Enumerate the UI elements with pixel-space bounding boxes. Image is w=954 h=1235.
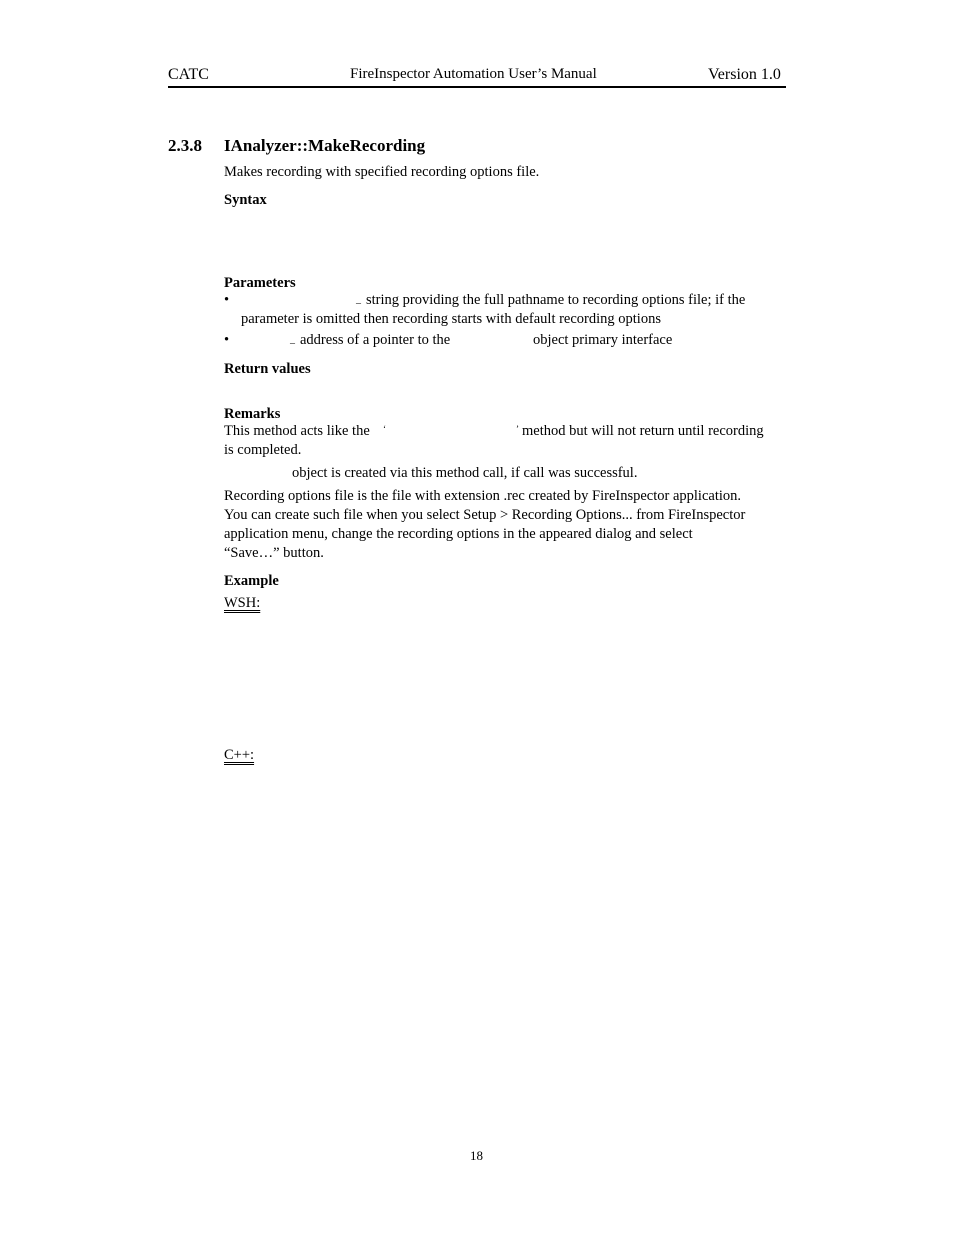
- remarks-p2: object is created via this method call, if call was successful.: [292, 465, 638, 481]
- remarks-p3-line-2: You can create such file when you select Setup > Recording Options... from FireInspector: [224, 507, 746, 523]
- param-bullet-1: •: [224, 292, 230, 308]
- param-bullet-2: •: [224, 332, 230, 348]
- param-dash-1: –: [356, 298, 361, 309]
- remarks-p3-line-4: “Save…” button.: [224, 545, 324, 561]
- remarks-p1-end: method but will not return until recording: [522, 423, 764, 439]
- remarks-p3-line-1: Recording options file is the file with extension .rec created by FireInspector application.: [224, 488, 742, 504]
- example-cpp-label: C++:: [224, 747, 255, 763]
- remarks-p1-line-2: is completed.: [224, 442, 302, 458]
- header-title: FireInspector Automation User’s Manual: [350, 66, 597, 82]
- param-1-line-1: string providing the full pathname to recording options file; if the: [366, 292, 746, 308]
- example-heading: Example: [224, 573, 279, 589]
- param-1-line-2: parameter is omitted then recording starts with default recording options: [241, 311, 661, 327]
- header-version: Version 1.0: [708, 66, 781, 83]
- example-wsh-label: WSH:: [224, 595, 261, 611]
- header-rule: [168, 86, 786, 88]
- param-2-text-b: object primary interface: [533, 332, 673, 348]
- header-left-text: CATC: [168, 66, 209, 83]
- section-title: IAnalyzer::MakeRecording: [224, 136, 426, 155]
- remarks-p3-line-3: application menu, change the recording options in the appeared dialog and select: [224, 526, 693, 542]
- return-values-heading: Return values: [224, 361, 311, 377]
- param-2-text-a: address of a pointer to the: [300, 332, 451, 348]
- remarks-heading: Remarks: [224, 406, 281, 422]
- syntax-heading: Syntax: [224, 192, 267, 208]
- page-number: 18: [470, 1148, 483, 1163]
- parameters-heading: Parameters: [224, 275, 296, 291]
- remarks-p1-start: This method acts like the: [224, 423, 370, 439]
- section-description: Makes recording with specified recording options file.: [224, 164, 540, 180]
- remarks-p1-mark-a: ‘: [383, 424, 386, 434]
- remarks-p1-mark-b: ’: [516, 424, 519, 434]
- section-number: 2.3.8: [168, 136, 202, 155]
- param-dash-2: –: [290, 338, 295, 349]
